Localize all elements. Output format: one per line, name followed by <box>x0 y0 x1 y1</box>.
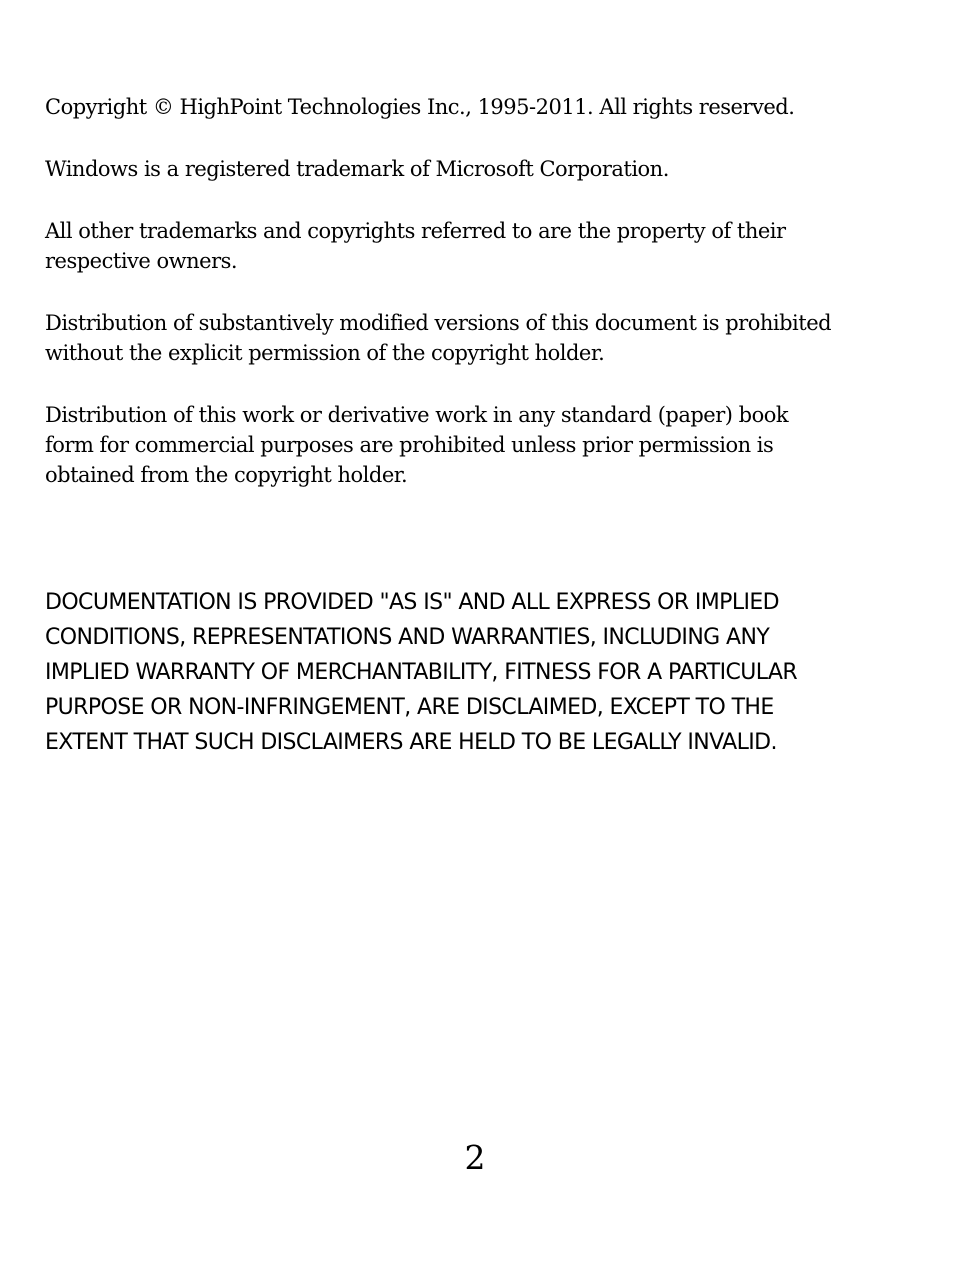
text-line: Windows is a registered trademark of Microsoft Corporation. <box>45 157 669 181</box>
disclaimer-line: DOCUMENTATION IS PROVIDED "AS IS" AND ALL EXPRESS OR IMPLIED <box>45 590 780 615</box>
copyright-notice <box>45 92 915 122</box>
warranty-disclaimer <box>45 585 925 760</box>
text-line: respective owners. <box>45 249 238 273</box>
other-trademarks-notice <box>45 216 915 276</box>
disclaimer-line: IMPLIED WARRANTY OF MERCHANTABILITY, FITNESS FOR A PARTICULAR <box>45 660 798 685</box>
text-line: obtained from the copyright holder. <box>45 463 408 487</box>
disclaimer-line: PURPOSE OR NON-INFRINGEMENT, ARE DISCLAIMED, EXCEPT TO THE <box>45 695 774 720</box>
text-line: All other trademarks and copyrights referred to are the property of their <box>45 219 786 243</box>
trademark-notice <box>45 154 915 184</box>
disclaimer-line: EXTENT THAT SUCH DISCLAIMERS ARE HELD TO BE LEGALLY INVALID. <box>45 730 777 755</box>
modification-notice <box>45 308 915 368</box>
commercial-distribution-notice <box>45 400 915 490</box>
text-line: Distribution of substantively modified versions of this document is prohibited <box>45 311 832 335</box>
page-number: 2 <box>464 1138 486 1177</box>
text-line: form for commercial purposes are prohibited unless prior permission is <box>45 433 774 457</box>
disclaimer-line: CONDITIONS, REPRESENTATIONS AND WARRANTIES, INCLUDING ANY <box>45 625 770 650</box>
text-line: without the explicit permission of the copyright holder. <box>45 341 605 365</box>
text-line: Distribution of this work or derivative work in any standard (paper) book <box>45 403 789 427</box>
text-line: Copyright © HighPoint Technologies Inc., 1995-2011. All rights reserved. <box>45 95 795 119</box>
